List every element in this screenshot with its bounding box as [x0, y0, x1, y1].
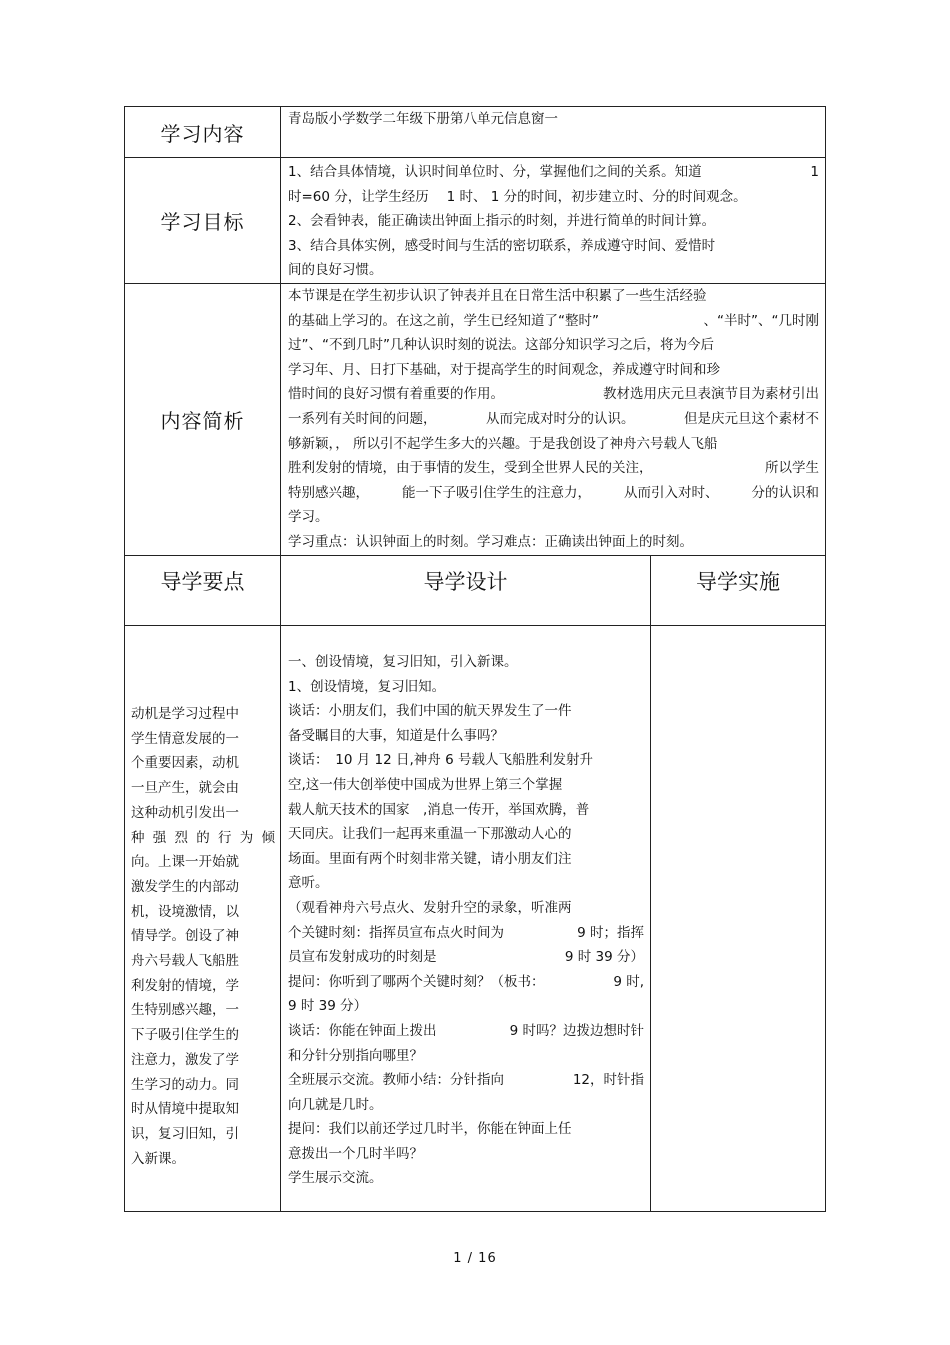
note-line — [131, 801, 275, 826]
note-line-segment: 机，设境激情，以 — [131, 903, 239, 920]
note-line-segment: 时从情境中提取知 — [131, 1101, 239, 1118]
note-line-segment: 学生情意发展的一 — [131, 730, 239, 747]
note-line — [131, 826, 275, 851]
design-line-segment: 意拨出一个几时半吗？ — [288, 1145, 423, 1162]
goals-line-segment: 1、结合具体情境，认识时间单位时、分，掌握他们之间的关系。知道 — [288, 164, 702, 180]
design-text — [281, 626, 651, 1212]
note-line — [131, 1048, 275, 1073]
row-analysis — [125, 284, 826, 556]
design-line-segment: 意听。 — [288, 875, 329, 892]
design-line-segment: 9 时吗？边拨边想时针 — [509, 1022, 644, 1039]
design-line — [288, 798, 644, 823]
design-line-segment: 谈话：你能在钟面上拨出 — [288, 1022, 437, 1039]
note-line — [131, 702, 275, 727]
note-line — [131, 1023, 275, 1048]
design-line-segment: （观看神舟六号点火、发射升空的录象，听准两 — [288, 899, 572, 916]
design-line-segment: 全班展示交流。教师小结：分针指向 — [288, 1072, 504, 1089]
note-line-segment: 一旦产生，就会由 — [131, 780, 239, 797]
design-line — [288, 921, 644, 946]
analysis-line — [288, 505, 819, 530]
analysis-line — [288, 358, 819, 383]
note-line-segment: 利发射的情境，学 — [131, 977, 239, 994]
note-line-segment: 激发学生的内部动 — [131, 878, 239, 895]
design-line-segment: 一、创设情境，复习旧知，引入新课。 — [288, 654, 518, 670]
note-line-segment: 向。上课一开始就 — [131, 854, 239, 871]
analysis-line-segment: 能一下子吸引住学生的注意力， — [402, 484, 591, 501]
design-line — [288, 650, 644, 675]
design-line — [288, 896, 644, 921]
design-line — [288, 699, 644, 724]
note-line-segment: 识，复习旧知，引 — [131, 1125, 239, 1142]
analysis-line — [288, 481, 819, 506]
design-line — [288, 1044, 644, 1069]
design-line — [288, 1142, 644, 1167]
analysis-line-segment: 分的认识和 — [751, 484, 819, 501]
design-line — [288, 1019, 644, 1044]
header-key-points: 导学要点 — [125, 556, 281, 626]
note-line — [131, 900, 275, 925]
note-line — [131, 751, 275, 776]
design-line-segment: 提问：我们以前还学过几时半，你能在钟面上任 — [288, 1121, 572, 1138]
design-line — [288, 994, 644, 1019]
note-line-segment: 倾 — [261, 829, 275, 846]
analysis-line — [288, 432, 819, 457]
row-goals — [125, 158, 826, 284]
note-line-segment: 这种动机引发出一 — [131, 804, 239, 821]
design-line — [288, 945, 644, 970]
note-line-segment: 情导学。创设了神 — [131, 928, 239, 945]
header-implementation: 导学实施 — [651, 556, 826, 626]
analysis-line-segment: 学习重点：认识钟面上的时刻。学习难点：正确读出钟面上的时刻。 — [288, 533, 693, 550]
design-line — [288, 822, 644, 847]
goals-line-segment: 2、会看钟表，能正确读出钟面上指示的时刻，并进行简单的时间计算。 — [288, 213, 716, 230]
design-line-segment: 和分针分别指向哪里？ — [288, 1047, 423, 1064]
design-line — [288, 970, 644, 995]
design-line — [288, 1093, 644, 1118]
analysis-line — [288, 407, 819, 432]
analysis-line-segment: 惜时间的良好习惯有着重要的作用。 — [288, 386, 504, 403]
note-line-segment: 烈 — [174, 829, 188, 846]
key-points-note — [125, 626, 281, 1212]
design-line-segment: 提问：你听到了哪两个关键时刻？（板书： — [288, 973, 545, 990]
goals-line-segment: 3、结合具体实例，感受时间与生活的密切联系，养成遵守时间、爱惜时 — [288, 237, 716, 254]
note-line-segment: 入新课。 — [131, 1150, 185, 1167]
analysis-line-segment: 学习。 — [288, 509, 329, 526]
analysis-line — [288, 382, 819, 407]
note-line-segment: 的 — [196, 829, 210, 846]
note-line-segment: 动机是学习过程中 — [131, 706, 239, 722]
note-line-segment: 生学习的动力。同 — [131, 1076, 239, 1093]
design-line — [288, 1068, 644, 1093]
design-line-segment: 向几就是几时。 — [288, 1096, 383, 1113]
analysis-line-segment: 教材选用庆元旦表演节目为素材引出 — [603, 386, 819, 403]
analysis-line — [288, 456, 819, 481]
design-line-segment: 载人航天技术的国家 ,消息一传开，举国欢腾，普 — [288, 801, 590, 818]
note-line — [131, 974, 275, 999]
design-line — [288, 724, 644, 749]
analysis-line — [288, 530, 819, 555]
design-line-segment: 9 时 39 分） — [288, 998, 368, 1015]
label-analysis: 内容简析 — [125, 284, 281, 556]
design-line-segment: 员宣布发射成功的时刻是 — [288, 949, 437, 966]
goals-line-segment: 间的良好习惯。 — [288, 262, 383, 279]
note-line-segment: 舟六号载人飞船胜 — [131, 953, 239, 970]
note-line — [131, 727, 275, 752]
analysis-line-segment: 、“半时”、“几时刚 — [703, 312, 819, 329]
design-line-segment: 空,这一伟大创举使中国成为世界上第三个掌握 — [288, 776, 563, 793]
design-line-segment: 学生展示交流。 — [288, 1170, 383, 1187]
analysis-line-segment: 胜利发射的情境，由于事情的发生，受到全世界人民的关注， — [288, 460, 653, 477]
page-number: 1 / 16 — [453, 1251, 497, 1266]
note-line-segment: 为 — [239, 829, 254, 846]
note-line — [131, 998, 275, 1023]
analysis-line-segment: 过”、“不到几时”几种认识时刻的说法。这部分知识学习之后，将为今后 — [288, 337, 714, 354]
analysis-line — [288, 284, 819, 309]
note-line — [131, 1097, 275, 1122]
goals-line-segment: 时=60 分，让学生经历 1 时、 1 分的时间，初步建立时、分的时间观念。 — [288, 188, 747, 205]
goals-text — [281, 158, 826, 284]
note-line-segment: 注意力，激发了学 — [131, 1051, 239, 1068]
design-line — [288, 773, 644, 798]
goals-line — [288, 258, 819, 283]
analysis-line-segment: 的基础上学习的。在这之前，学生已经知道了“整时” — [288, 312, 599, 329]
implementation-cell — [651, 626, 826, 1212]
lesson-plan-table — [124, 106, 826, 1212]
design-line-segment: 个关键时刻：指挥员宣布点火时间为 — [288, 924, 504, 941]
design-line-segment: 谈话：小朋友们，我们中国的航天界发生了一件 — [288, 703, 572, 720]
design-line-segment: 1、创设情境，复习旧知。 — [288, 678, 446, 695]
design-line-segment: 9 时 39 分） — [564, 949, 644, 966]
goals-line — [288, 234, 819, 259]
design-line — [288, 748, 644, 773]
note-line — [131, 924, 275, 949]
note-line — [131, 776, 275, 801]
analysis-line-segment: 所以学生 — [765, 460, 819, 477]
design-line-segment: 场面。里面有两个时刻非常关键，请小朋友们注 — [288, 850, 572, 867]
note-line-segment: 下子吸引住学生的 — [131, 1027, 239, 1044]
note-line — [131, 1147, 275, 1172]
note-line — [131, 1122, 275, 1147]
design-line-segment: 天同庆。让我们一起再来重温一下那激动人心的 — [288, 826, 572, 843]
design-line — [288, 1117, 644, 1142]
goals-line-segment: 1 — [810, 164, 819, 180]
header-design: 导学设计 — [281, 556, 651, 626]
analysis-line-segment: 从而完成对时分的认识。 — [486, 410, 635, 427]
design-line-segment: 备受瞩目的大事，知道是什么事吗？ — [288, 727, 504, 744]
analysis-line-segment: 够新颖，， 所以引不起学生多大的兴趣。于是我创设了神舟六号载人飞船 — [288, 435, 718, 452]
note-line-segment: 个重要因素，动机 — [131, 755, 239, 772]
analysis-line — [288, 309, 819, 334]
design-line — [288, 871, 644, 896]
design-line-segment: 9 时, — [613, 973, 644, 990]
label-goals: 学习目标 — [125, 158, 281, 284]
note-line — [131, 875, 275, 900]
content-text: 青岛版小学数学二年级下册第八单元信息窗一 — [281, 107, 826, 158]
analysis-line-segment: 本节课是在学生初步认识了钟表并且在日常生活中积累了一些生活经验 — [288, 288, 707, 304]
goals-line — [288, 209, 819, 234]
design-line-segment: 谈话： 10 月 12 日,神舟 6 号载人飞船胜利发射升 — [288, 752, 593, 769]
row-content — [125, 107, 826, 158]
design-line — [288, 1166, 644, 1191]
analysis-line-segment: 从而引入对时、 — [624, 484, 719, 501]
analysis-text — [281, 284, 826, 556]
note-line-segment: 生特别感兴趣，一 — [131, 1002, 239, 1019]
analysis-line-segment: 学习年、月、日打下基础，对于提高学生的时间观念，养成遵守时间和珍 — [288, 361, 720, 378]
design-line — [288, 847, 644, 872]
design-line — [288, 675, 644, 700]
analysis-line — [288, 333, 819, 358]
note-line-segment: 强 — [152, 829, 167, 846]
goals-line — [288, 185, 819, 210]
analysis-line-segment: 但是庆元旦这个素材不 — [684, 410, 819, 427]
note-line — [131, 949, 275, 974]
row-header — [125, 556, 826, 626]
row-main — [125, 626, 826, 1212]
label-content: 学习内容 — [125, 107, 281, 158]
note-line — [131, 1073, 275, 1098]
analysis-line-segment: 特别感兴趣， — [288, 484, 369, 501]
design-line-segment: 9 时；指挥 — [577, 924, 644, 941]
note-line-segment: 种 — [131, 829, 145, 846]
note-line — [131, 850, 275, 875]
note-line-segment: 行 — [218, 829, 232, 846]
design-line-segment: 12，时针指 — [572, 1072, 644, 1089]
goals-line — [288, 160, 819, 185]
analysis-line-segment: 一系列有关时间的问题， — [288, 410, 437, 427]
